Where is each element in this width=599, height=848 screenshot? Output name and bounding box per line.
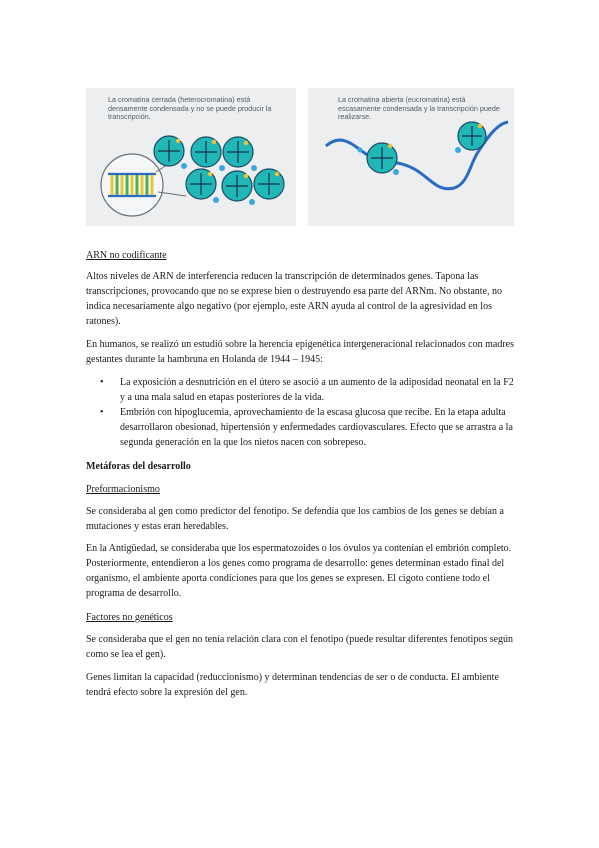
preformacionismo-heading: Preformacionismo <box>86 484 160 495</box>
list-item: • Embrión con hipoglucemia, aprovechamiento de la escasa glucosa que recibe. En la etapa adulta desarrollaron obesionad, hipertensión y enfermedades cardiovasculares. Efecto que se arrastra a la segunda generación en la que los nietos nacen con sobrepeso. <box>86 405 514 450</box>
euchromatin-figure <box>308 88 514 226</box>
list-item: • La exposición a desnutrición en el útero se asoció a un aumento de la adiposidad neonatal en la F2 y a una mala salud en etapas posteriores de la vida. <box>86 375 514 405</box>
factores-paragraph-1: Se consideraba que el gen no tenía relación clara con el fenotipo (puede resultar diferentes fenotipos según como se lea el gen). <box>86 634 514 660</box>
metaforas-heading: Metáforas del desarrollo <box>86 461 191 472</box>
study-bullet-list <box>86 375 514 450</box>
arn-paragraph-1: Altos niveles de ARN de interferencia reducen la transcripción de determinados genes. Tapona las transcripciones, provocando que no se exprese bien o destruyendo esa parte del ARNm. No obstante, no indica necesariamente algo negativo (por ejemplo, este ARN ayuda al control de la agresividad en los ratones). <box>86 271 502 327</box>
heterochromatin-caption: La cromatina cerrada (heterocromatina) está densamente condensada y no se puede producir la transcripción. <box>108 95 272 122</box>
heterochromatin-figure <box>86 88 296 226</box>
arn-paragraph-2: En humanos, se realizó un estudió sobre la herencia epigenética intergeneracional relacionados con madres gestantes durante la hambruna en Holanda de 1944 – 1945: <box>86 339 514 365</box>
factores-heading: Factores no genéticos <box>86 612 173 623</box>
arn-heading: ARN no codificante <box>86 250 167 261</box>
euchromatin-caption: La cromatina abierta (eucromatina) está escasamente condensada y la transcripción puede realizarse. <box>338 95 500 122</box>
preformacionismo-paragraph-2: En la Antigüedad, se consideraba que los espermatozoides o los óvulos ya contenían el embrión completo. Posteriormente, entendieron a los genes como programa de desarrollo: genes determinan estado final del organismo, el ambiente aporta condiciones para que los genes se expresen. El cigoto contiene todo el programa de desarrollo. <box>86 543 512 599</box>
preformacionismo-paragraph-1: Se consideraba al gen como predictor del fenotipo. Se defendía que los cambios de los genes se debían a mutaciones y estas eran heredables. <box>86 506 504 532</box>
factores-paragraph-2: Genes limitan la capacidad (reduccionismo) y determinan tendencias de ser o de conducta. El ambiente tendrá efecto sobre la expresión del gen. <box>86 672 499 698</box>
